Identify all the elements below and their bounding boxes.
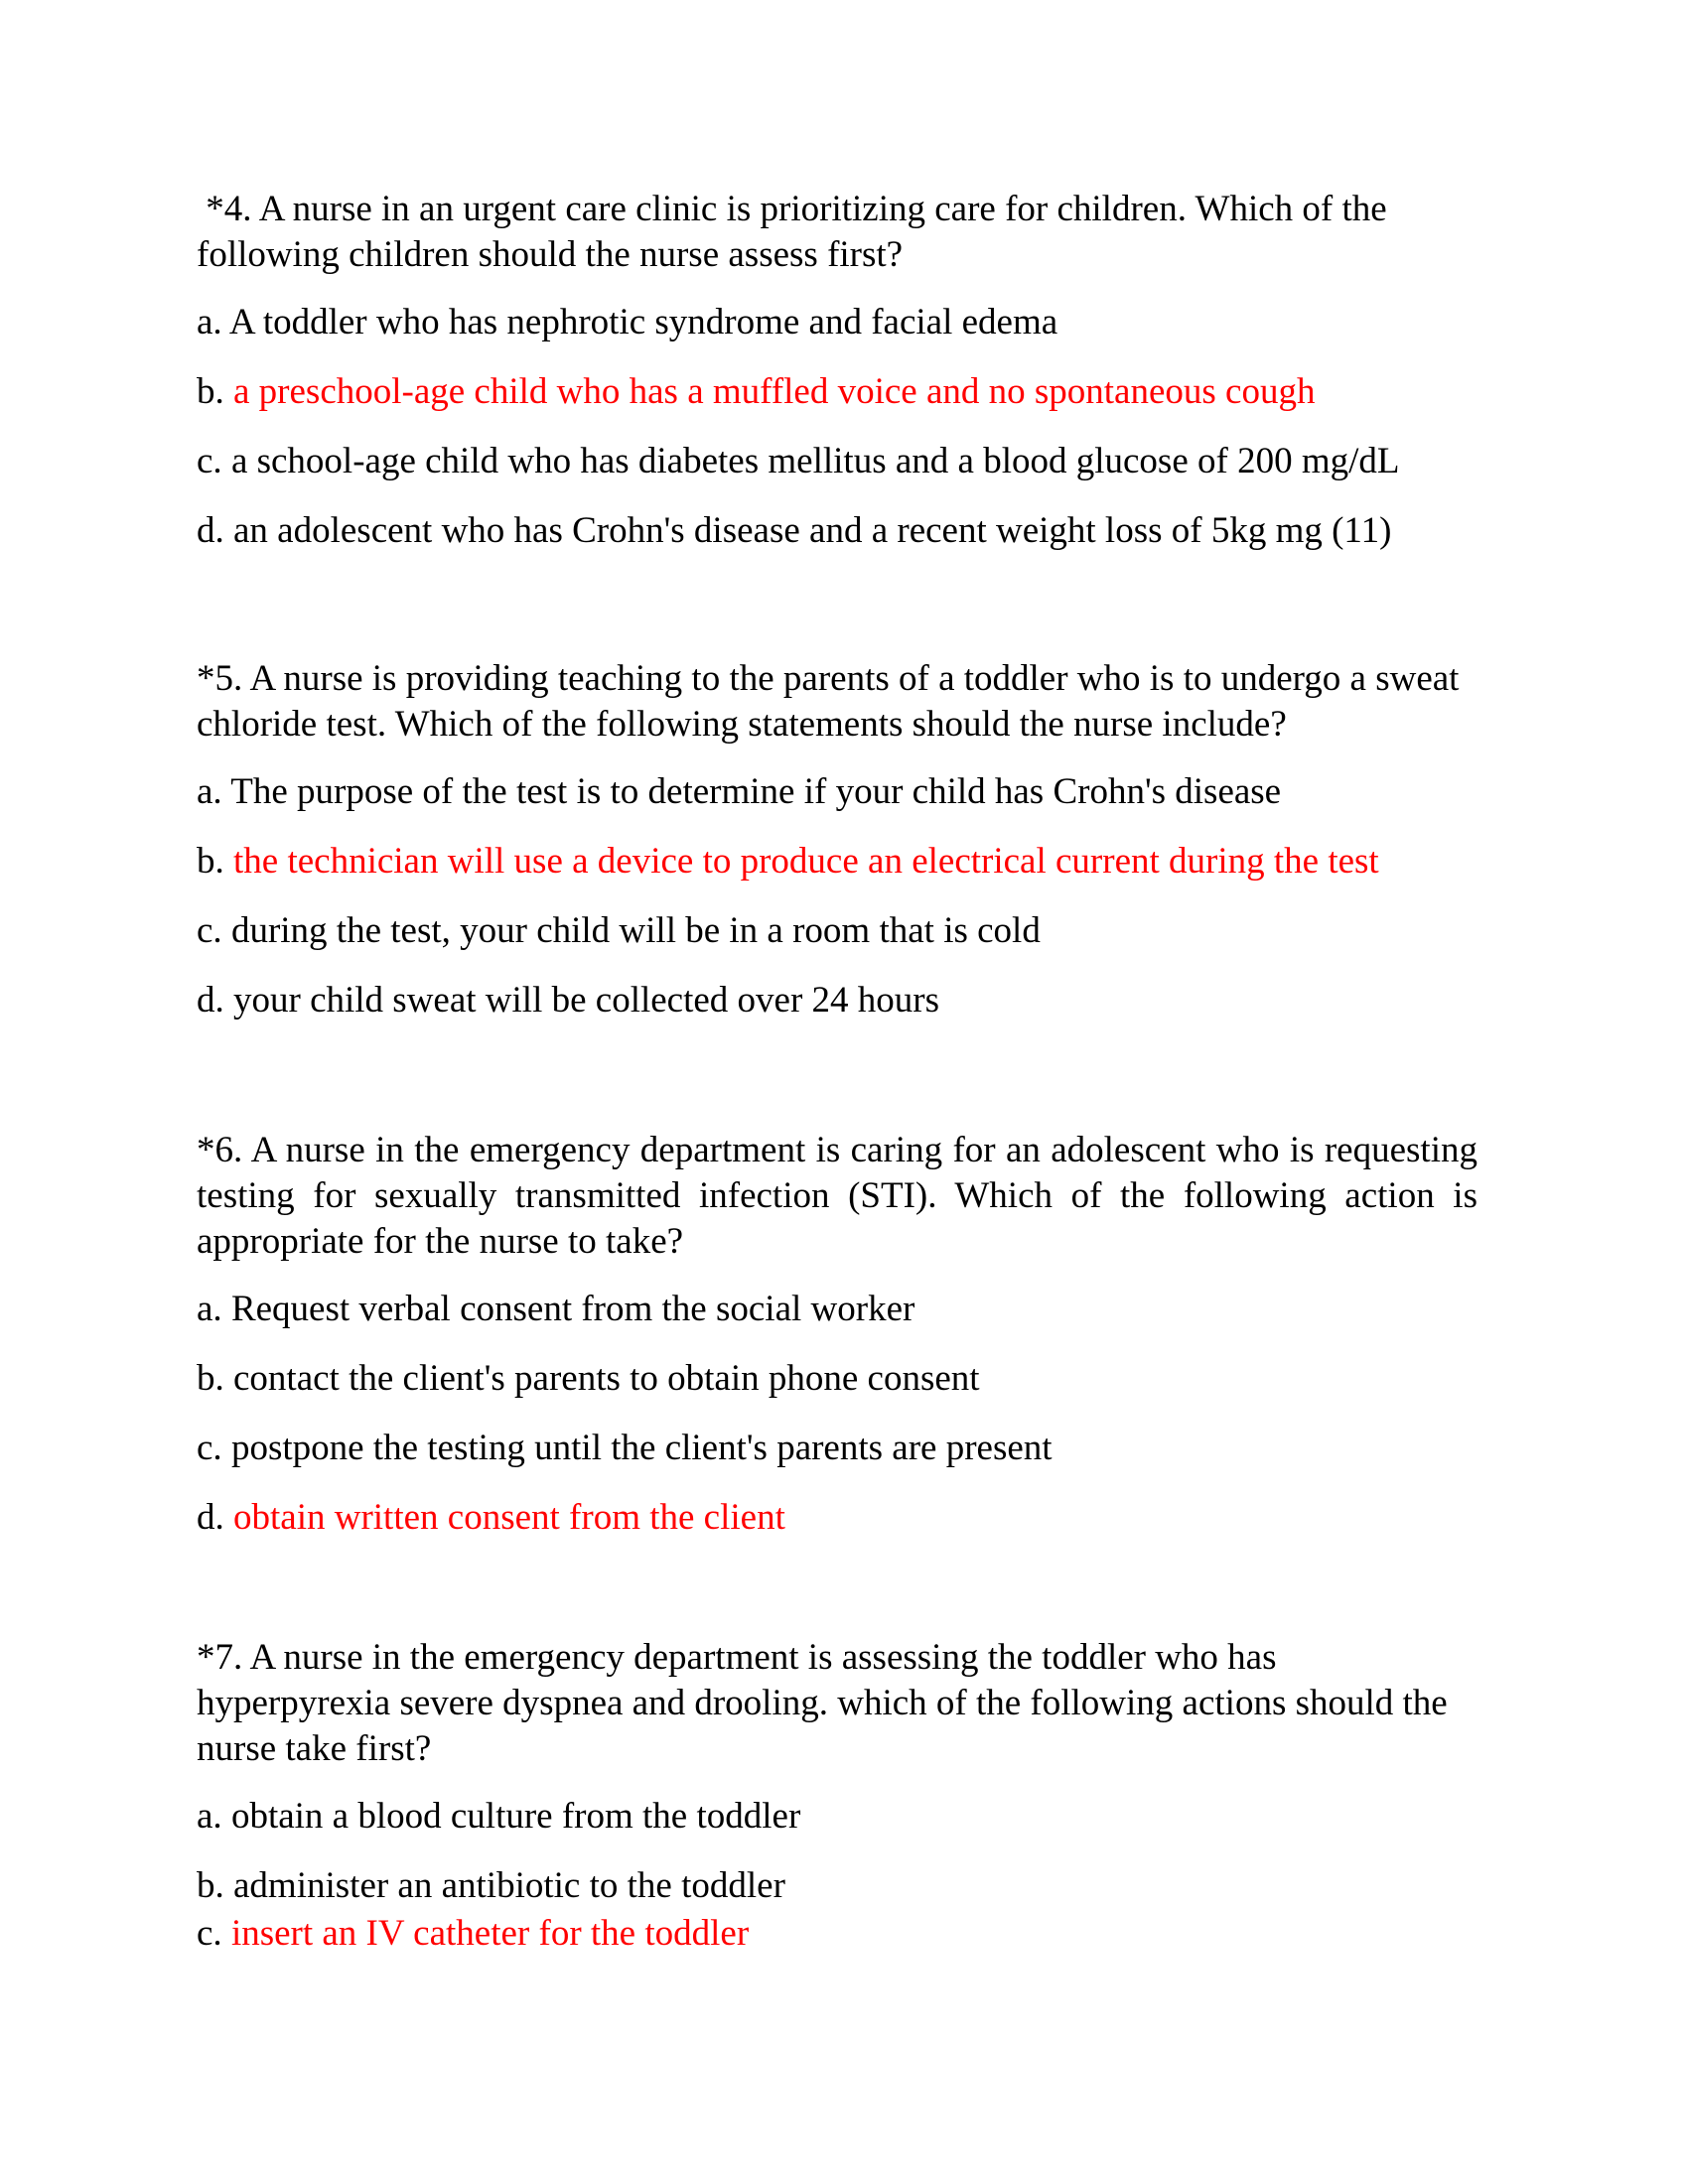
question-5: [197, 656, 1477, 1024]
option-letter: a.: [197, 771, 231, 812]
option-letter: d.: [197, 980, 233, 1021]
option-text: administer an antibiotic to the toddler: [233, 1865, 785, 1906]
option-a: [197, 1794, 1477, 1863]
question-stem: *7. A nurse in the emergency department is assessing the toddler who has hyperpyrexia severe dyspnea and drooling. which of the following actions should the nurse take first?: [197, 1637, 1448, 1769]
correct-answer-text: insert an IV catheter for the toddler: [230, 1913, 750, 1954]
correct-answer-text: a preschool-age child who has a muffled voice and no spontaneous cough: [233, 371, 1316, 412]
option-text: your child sweat will be collected over 24 hours: [233, 980, 940, 1021]
option-text: an adolescent who has Crohn's disease and a recent weight loss of 5kg mg (11): [233, 510, 1392, 551]
question-7: [197, 1635, 1477, 1957]
option-text: A toddler who has nephrotic syndrome and facial edema: [228, 302, 1058, 342]
option-letter: a.: [197, 1796, 231, 1837]
correct-answer-text: the technician will use a device to produce an electrical current during the test: [233, 841, 1379, 882]
option-a: [197, 769, 1477, 839]
option-letter: c.: [197, 910, 231, 951]
option-d-correct: [197, 1495, 1477, 1541]
option-c-correct: [197, 1911, 1477, 1957]
option-c: [197, 439, 1477, 508]
correct-answer-text: obtain written consent from the client: [233, 1497, 785, 1538]
option-letter: b.: [197, 841, 233, 882]
option-letter: d.: [197, 510, 233, 551]
option-letter: c.: [197, 441, 231, 481]
option-letter: b.: [197, 371, 233, 412]
option-text: a school-age child who has diabetes mellitus and a blood glucose of 200 mg/dL: [230, 441, 1400, 481]
option-letter: c.: [197, 1913, 231, 1954]
option-text: Request verbal consent from the social worker: [230, 1289, 915, 1329]
option-text: obtain a blood culture from the toddler: [230, 1796, 801, 1837]
question-stem: *6. A nurse in the emergency department is caring for an adolescent who is requesting testing for sexually transmitted infection (STI). Which of the following action is appropriate for the nurse to take?: [197, 1130, 1477, 1262]
option-letter: c.: [197, 1428, 231, 1468]
option-text: contact the client's parents to obtain phone consent: [233, 1358, 980, 1399]
option-d: [197, 978, 1477, 1024]
option-letter: d.: [197, 1497, 233, 1538]
option-c: [197, 1426, 1477, 1495]
option-b: [197, 1863, 1477, 1911]
question-stem: *4. A nurse in an urgent care clinic is prioritizing care for children. Which of the following children should the nurse assess first?: [197, 189, 1396, 275]
option-text: during the test, your child will be in a room that is cold: [230, 910, 1041, 951]
option-letter: a.: [197, 302, 229, 342]
option-letter: b.: [197, 1358, 233, 1399]
option-a: [197, 1287, 1477, 1356]
option-b-correct: [197, 839, 1477, 908]
option-d: [197, 508, 1477, 554]
option-c: [197, 908, 1477, 978]
option-b-correct: [197, 369, 1477, 439]
question-4: [197, 187, 1477, 554]
question-6: [197, 1128, 1477, 1541]
option-text: postpone the testing until the client's parents are present: [230, 1428, 1053, 1468]
option-letter: a.: [197, 1289, 231, 1329]
option-letter: b.: [197, 1865, 233, 1906]
question-stem: *5. A nurse is providing teaching to the parents of a toddler who is to undergo a sweat chloride test. Which of the following statements should the nurse include?: [197, 658, 1460, 745]
option-a: [197, 300, 1477, 369]
option-b: [197, 1356, 1477, 1426]
option-text: The purpose of the test is to determine if your child has Crohn's disease: [230, 771, 1282, 812]
